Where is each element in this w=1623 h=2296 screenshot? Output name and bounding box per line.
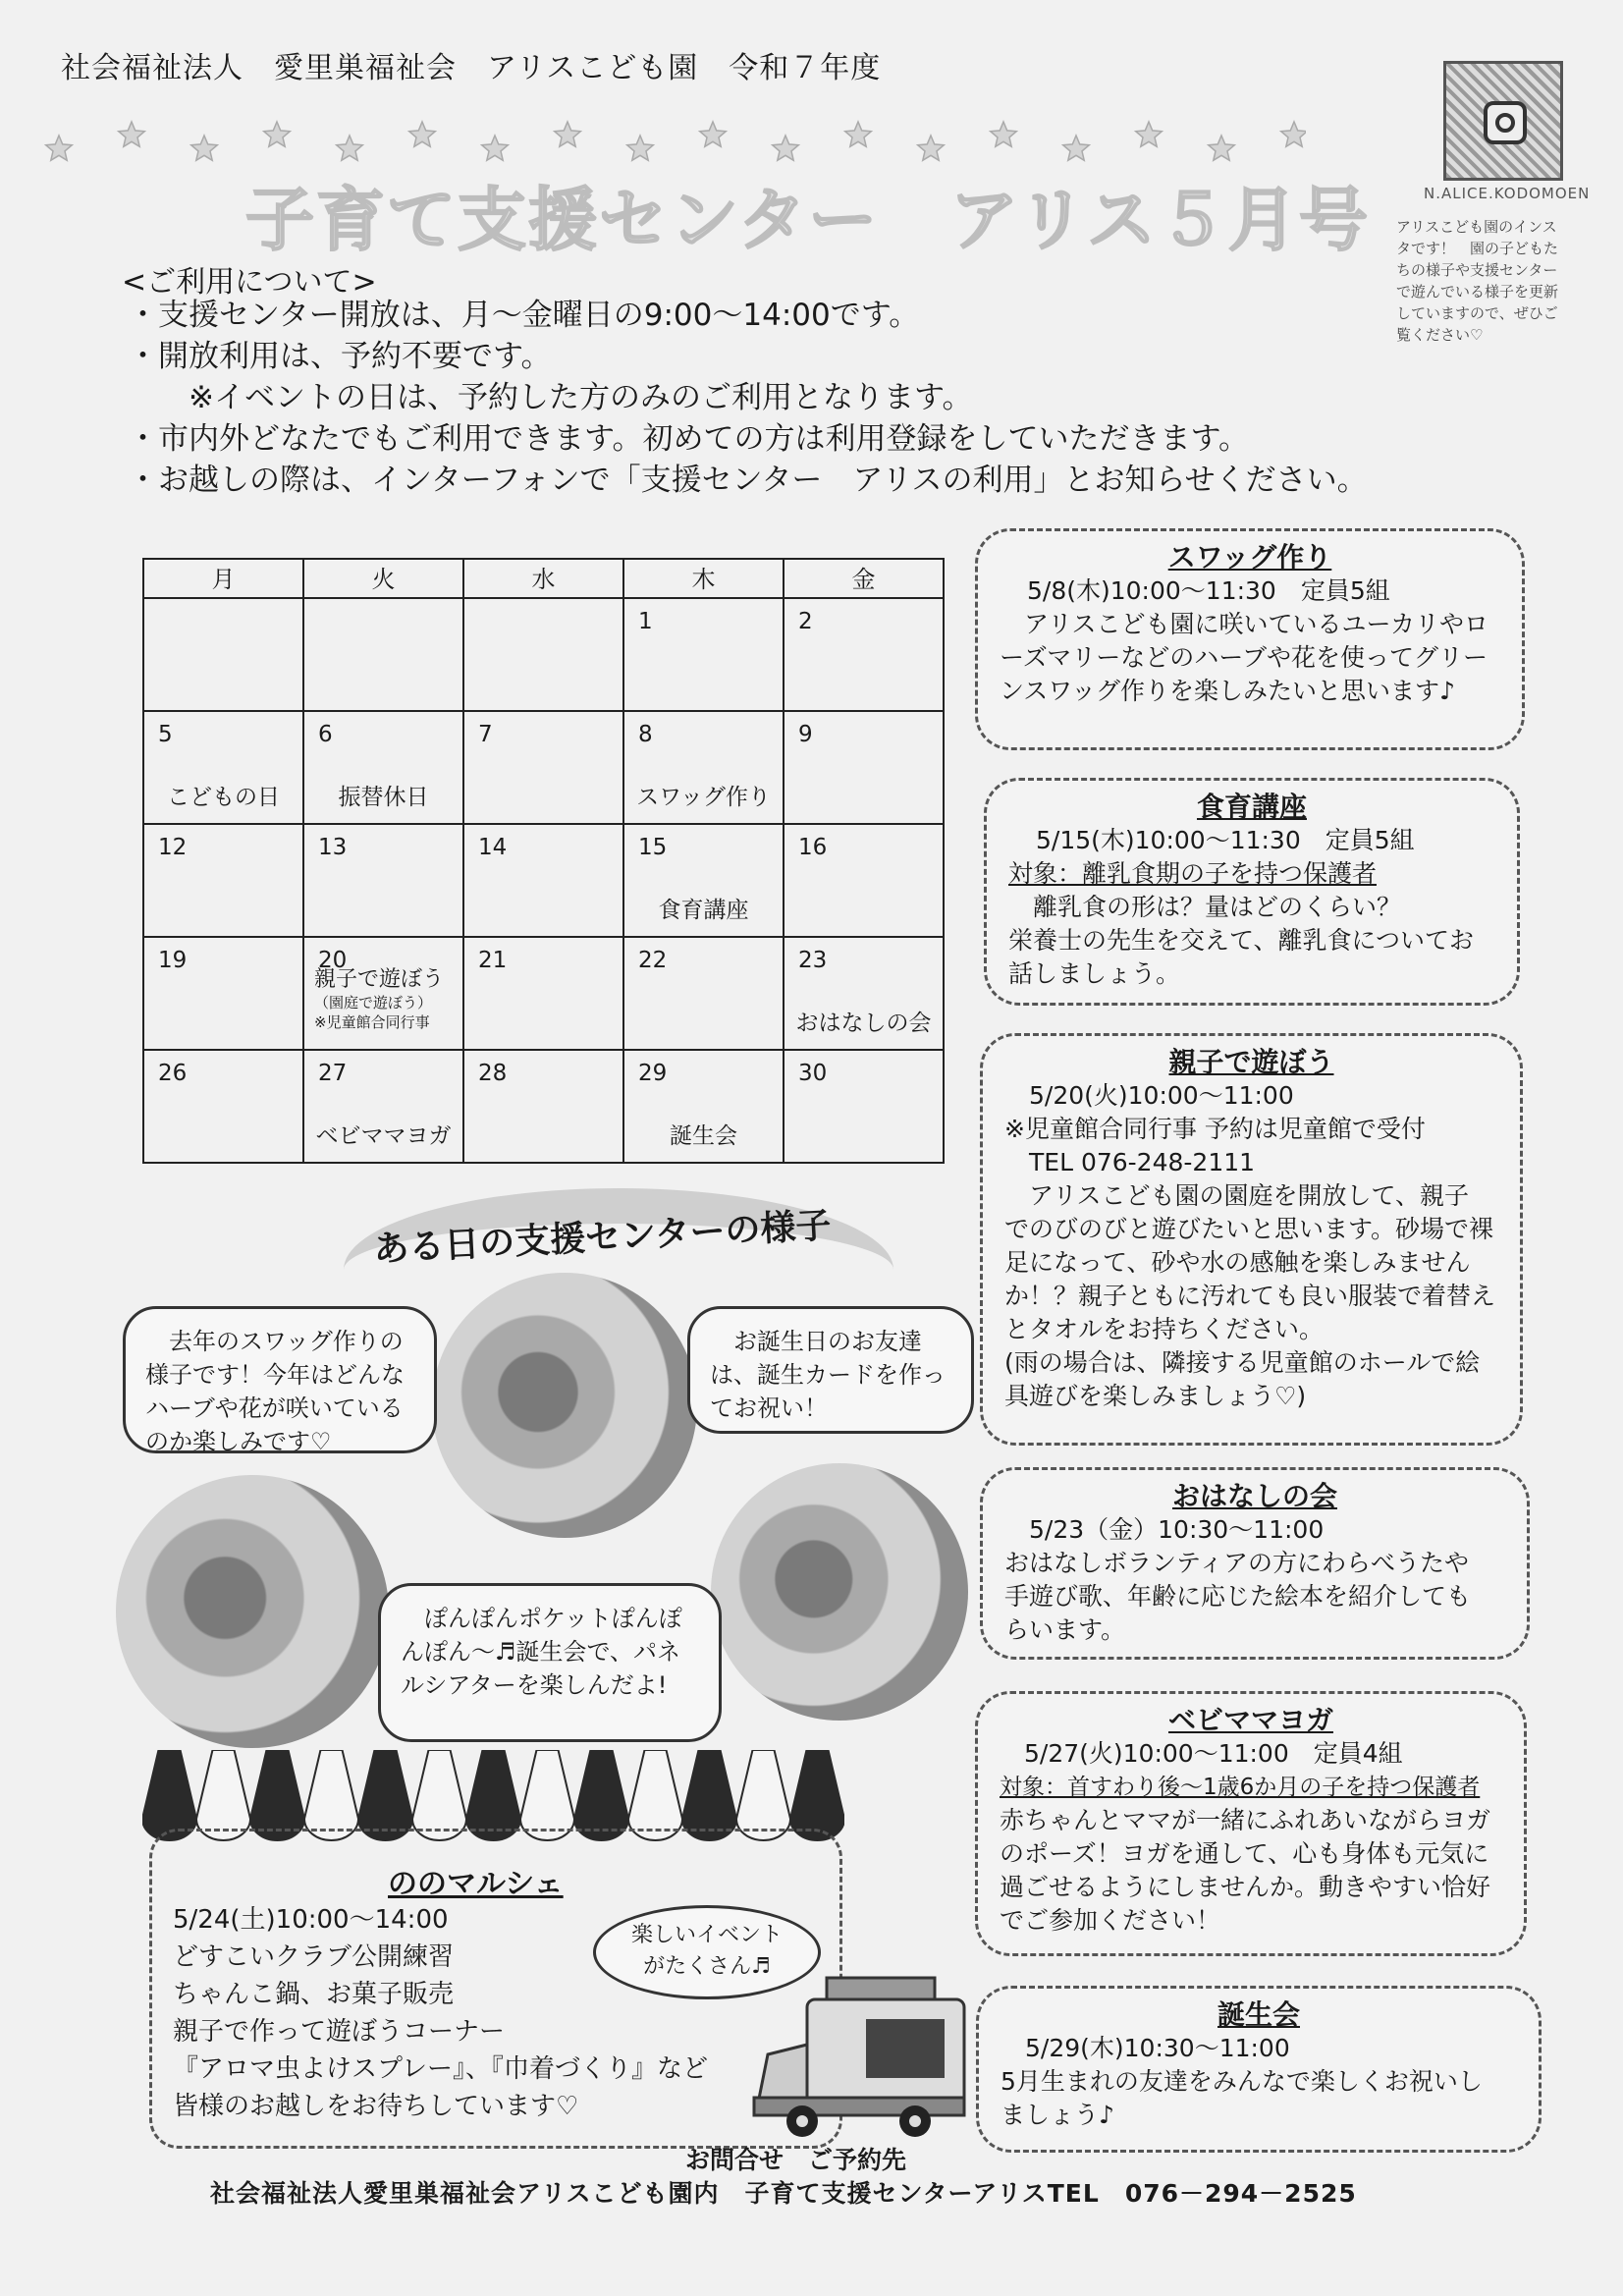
event-line: アリスこども園に咲いているユーカリやロ bbox=[1000, 610, 1489, 638]
star-icon bbox=[1209, 136, 1235, 160]
calendar-day bbox=[784, 711, 944, 824]
day-number: 5 bbox=[158, 722, 173, 747]
calendar-header-row bbox=[143, 559, 944, 598]
calendar-day bbox=[463, 937, 623, 1050]
day-number: 30 bbox=[798, 1061, 828, 1086]
calendar-day bbox=[303, 824, 463, 937]
marche-line: ちゃんこ鍋、お菓子販売 bbox=[173, 1980, 455, 2009]
marche-line: 親子で作って遊ぼうコーナー bbox=[173, 2017, 506, 2047]
calendar-day bbox=[463, 824, 623, 937]
day-event: おはなしの会 bbox=[795, 1011, 932, 1036]
event-line: 5月生まれの友達をみんなで楽しくお祝いし bbox=[1001, 2067, 1483, 2096]
weekday-header: 木 bbox=[623, 559, 784, 598]
usage-list bbox=[128, 295, 1368, 501]
qr-code-icon[interactable] bbox=[1443, 61, 1563, 181]
usage-item: ・開放利用は、予約不要です。 bbox=[128, 339, 552, 374]
event-line: 足になって、砂や水の感触を楽しみません bbox=[1004, 1248, 1471, 1277]
event-line: 話しましょう。 bbox=[1008, 959, 1181, 988]
event-line: 具遊びを楽しみましょう♡) bbox=[1004, 1382, 1307, 1410]
calendar-week bbox=[143, 1050, 944, 1163]
calendar-day bbox=[623, 937, 784, 1050]
weekday-header: 水 bbox=[463, 559, 623, 598]
event-line: でのびのびと遊びたいと思います。砂場で裸 bbox=[1004, 1215, 1494, 1243]
star-icon bbox=[1063, 136, 1090, 160]
star-icon bbox=[845, 122, 872, 146]
event-line: 手遊び歌、年齢に応じた絵本を紹介しても bbox=[1004, 1582, 1472, 1611]
awning-stripe bbox=[142, 1750, 196, 1840]
instagram-handle: N.ALICE.KODOMOEN bbox=[1424, 185, 1591, 202]
may-calendar bbox=[142, 558, 945, 1164]
photo-swag bbox=[116, 1475, 389, 1748]
day-number: 20 bbox=[318, 948, 348, 973]
calendar-day bbox=[784, 1050, 944, 1163]
event-line: アリスこども園の園庭を開放して、親子 bbox=[1004, 1181, 1470, 1210]
day-event: スワッグ作り bbox=[636, 785, 771, 810]
event-line: 5/8(木)10:00～11:30 定員5組 bbox=[1027, 576, 1390, 605]
calendar-day bbox=[623, 711, 784, 824]
contact-heading: お問合せ ご予約先 bbox=[685, 2146, 907, 2174]
awning-stripe bbox=[358, 1750, 412, 1840]
event-line: ンスワッグ作りを楽しみたいと思います♪ bbox=[1000, 677, 1455, 705]
day-number: 13 bbox=[318, 835, 348, 860]
event-line: ※児童館合同行事 予約は児童館で受付 bbox=[1004, 1115, 1426, 1143]
event-tanjoukai bbox=[976, 1986, 1542, 2153]
calendar-day bbox=[623, 598, 784, 711]
day-number: 14 bbox=[478, 835, 508, 860]
star-icon bbox=[191, 136, 218, 160]
event-line: 赤ちゃんとママが一緒にふれあいながらヨガ bbox=[1000, 1806, 1491, 1834]
org-header: 社会福祉法人 愛里巣福祉会 アリスこども園 令和７年度 bbox=[61, 51, 882, 85]
calendar-day bbox=[143, 937, 303, 1050]
event-line: 5/23（金）10:30～11:00 bbox=[1004, 1515, 1325, 1544]
day-event: こどもの日 bbox=[167, 785, 280, 810]
event-title: スワッグ作り bbox=[1167, 541, 1332, 574]
awning-stripe bbox=[790, 1750, 844, 1840]
event-line: TEL 076-248-2111 bbox=[1004, 1148, 1256, 1176]
awning-stripe bbox=[628, 1750, 682, 1840]
star-icon bbox=[264, 122, 291, 146]
day-event-sub: （園庭で遊ぼう） bbox=[314, 994, 433, 1011]
speech-bubble: お誕生日のお友達は、誕生カードを作ってお祝い！ bbox=[687, 1306, 974, 1434]
usage-item: ・支援センター開放は、月～金曜日の9:00～14:00です。 bbox=[128, 298, 920, 333]
day-number: 27 bbox=[318, 1061, 348, 1086]
calendar-day bbox=[143, 711, 303, 824]
day-event-main: 親子で遊ぼう bbox=[314, 967, 445, 992]
event-line: 5/20(火)10:00～11:00 bbox=[1004, 1081, 1294, 1110]
calendar-day bbox=[784, 824, 944, 937]
day-number: 21 bbox=[478, 948, 508, 973]
star-icon bbox=[555, 122, 581, 146]
day-number: 1 bbox=[638, 609, 653, 634]
event-line: 5/15(木)10:00～11:30 定員5組 bbox=[1036, 826, 1415, 854]
awning-stripe bbox=[520, 1750, 574, 1840]
weekday-header: 火 bbox=[303, 559, 463, 598]
day-number: 6 bbox=[318, 722, 333, 747]
awning-stripe bbox=[412, 1750, 466, 1840]
awning-stripe bbox=[736, 1750, 790, 1840]
calendar-day bbox=[784, 937, 944, 1050]
speech-bubble: ぽんぽんポケットぽんぽんぽん～♬誕生会で、パネルシアターを楽しんだよ! bbox=[378, 1583, 722, 1742]
instagram-note: アリスこども園のインスタです！ 園の子どもたちの様子や支援センターで遊んでいる様子を更新していますので、ぜひご覧ください♡ bbox=[1396, 218, 1559, 344]
calendar-day bbox=[143, 1050, 303, 1163]
event-title: おはなしの会 bbox=[1171, 1480, 1337, 1512]
day-number: 2 bbox=[798, 609, 813, 634]
event-line: 5/27(火)10:00～11:00 定員4組 bbox=[1000, 1739, 1403, 1768]
contact-info: 社会福祉法人愛里巣福祉会アリスこども園内 子育て支援センターアリスTEL 076－294－2525 bbox=[210, 2179, 1357, 2208]
event-line: 過ごせるようにしませんか。動きやすい恰好 bbox=[1000, 1873, 1491, 1901]
calendar-day bbox=[623, 1050, 784, 1163]
photo-panel-theater bbox=[711, 1463, 968, 1721]
calendar-week bbox=[143, 598, 944, 711]
day-event: 振替休日 bbox=[338, 785, 429, 810]
day-number: 15 bbox=[638, 835, 668, 860]
event-title: 誕生会 bbox=[1217, 1998, 1300, 2031]
calendar-day bbox=[463, 598, 623, 711]
day-event-sub: ※児童館合同行事 bbox=[314, 1013, 430, 1031]
calendar-day bbox=[463, 1050, 623, 1163]
day-number: 12 bbox=[158, 835, 188, 860]
calendar-week bbox=[143, 711, 944, 824]
photo-birthday bbox=[432, 1273, 697, 1538]
calendar-day bbox=[303, 598, 463, 711]
calendar-day bbox=[303, 1050, 463, 1163]
day-number: 28 bbox=[478, 1061, 508, 1086]
event-line: でご参加ください！ bbox=[1000, 1906, 1221, 1935]
day-number: 7 bbox=[478, 722, 493, 747]
food-truck-icon bbox=[748, 1976, 974, 2141]
day-event: ベビママヨガ bbox=[315, 1123, 452, 1149]
event-line: 対象：離乳食期の子を持つ保護者 bbox=[1008, 859, 1378, 888]
awning-stripe bbox=[196, 1750, 250, 1840]
star-icon bbox=[337, 136, 363, 160]
calendar-week bbox=[143, 824, 944, 937]
marche-line: 5/24(土)10:00～14:00 bbox=[173, 1905, 449, 1935]
marche-line: 『アロマ虫よけスプレー』、『巾着づくり』など bbox=[173, 2054, 708, 2084]
star-icon bbox=[409, 122, 436, 146]
event-line: らいます。 bbox=[1004, 1615, 1126, 1644]
calendar-day bbox=[303, 937, 463, 1050]
event-line: か！？親子ともに汚れても良い服装で着替え bbox=[1004, 1282, 1496, 1310]
calendar-day bbox=[463, 711, 623, 824]
star-icon bbox=[627, 136, 654, 160]
event-line: 5/29(木)10:30～11:00 bbox=[1001, 2034, 1290, 2062]
event-line: とタオルをお持ちください。 bbox=[1004, 1315, 1325, 1343]
star-icon bbox=[773, 136, 799, 160]
calendar-day bbox=[623, 824, 784, 937]
event-shokuiku bbox=[984, 778, 1520, 1006]
event-title: ベビママヨガ bbox=[1167, 1704, 1333, 1736]
marche-line: どすこいクラブ公開練習 bbox=[173, 1942, 455, 1972]
event-line: 対象：首すわり後～1歳6か月の子を持つ保護者 bbox=[1000, 1775, 1481, 1800]
day-number: 19 bbox=[158, 948, 188, 973]
event-line: のポーズ！ヨガを通して、心も身体も元気に bbox=[1000, 1839, 1489, 1868]
speech-bubble: 楽しいイベントがたくさん♬ bbox=[593, 1905, 821, 1999]
day-number: 29 bbox=[638, 1061, 668, 1086]
calendar-week bbox=[143, 937, 944, 1050]
event-line: おはなしボランティアの方にわらべうたや bbox=[1004, 1549, 1470, 1577]
star-icon bbox=[482, 136, 509, 160]
event-ohanashi bbox=[980, 1467, 1530, 1660]
usage-heading: <ご利用について> bbox=[122, 265, 377, 300]
photo-section-title: ある日の支援センターの様子 bbox=[372, 1205, 833, 1271]
event-swag bbox=[975, 528, 1525, 750]
day-event: 誕生会 bbox=[670, 1123, 737, 1149]
day-number: 23 bbox=[798, 948, 828, 973]
speech-bubble: 去年のスワッグ作りの様子です！今年はどんなハーブや花が咲いているのか楽しみです♡ bbox=[123, 1306, 437, 1453]
awning-stripe bbox=[250, 1750, 304, 1840]
event-yoga bbox=[975, 1691, 1527, 1956]
calendar-day bbox=[784, 598, 944, 711]
star-icon bbox=[991, 122, 1017, 146]
usage-item: ・お越しの際は、インターフォンで「支援センター アリスの利用」とお知らせください。 bbox=[128, 463, 1368, 498]
star-icon bbox=[1281, 122, 1306, 146]
day-number: 26 bbox=[158, 1061, 188, 1086]
weekday-header: 月 bbox=[143, 559, 303, 598]
event-line: ーズマリーなどのハーブや花を使ってグリー bbox=[1000, 643, 1488, 672]
event-line: ましょう♪ bbox=[1001, 2101, 1114, 2129]
weekday-header: 金 bbox=[784, 559, 944, 598]
awning-stripe bbox=[304, 1750, 358, 1840]
star-icon bbox=[1136, 122, 1163, 146]
star-icon bbox=[918, 136, 945, 160]
event-line: 離乳食の形は？量はどのくらい？ bbox=[1008, 893, 1402, 921]
newsletter-title: 子育て支援センター アリス５月号 bbox=[245, 180, 1370, 260]
day-number: 8 bbox=[638, 722, 653, 747]
usage-item: ・市内外どなたでもご利用できます。初めての方は利用登録をしていただきます。 bbox=[128, 421, 1250, 457]
day-number: 22 bbox=[638, 948, 668, 973]
star-icon bbox=[46, 136, 73, 160]
usage-item: ※イベントの日は、予約した方のみのご利用となります。 bbox=[128, 380, 973, 415]
instagram-icon bbox=[1484, 101, 1527, 144]
event-title: 食育講座 bbox=[1196, 791, 1307, 823]
awning-stripe bbox=[682, 1750, 736, 1840]
marche-line: 皆様のお越しをお待ちしています♡ bbox=[173, 2092, 579, 2121]
day-event bbox=[314, 967, 444, 1032]
star-icon bbox=[119, 122, 145, 146]
event-line: 栄養士の先生を交えて、離乳食についてお bbox=[1008, 926, 1475, 955]
calendar-day bbox=[143, 598, 303, 711]
event-oyako bbox=[980, 1033, 1523, 1446]
event-title: 親子で遊ぼう bbox=[1168, 1046, 1334, 1078]
star-icon bbox=[700, 122, 727, 146]
day-number: 16 bbox=[798, 835, 828, 860]
awning-stripe bbox=[574, 1750, 628, 1840]
marche-title: ののマルシェ bbox=[388, 1867, 564, 1901]
calendar-day bbox=[143, 824, 303, 937]
awning-stripe bbox=[466, 1750, 520, 1840]
day-event: 食育講座 bbox=[658, 898, 749, 923]
day-number: 9 bbox=[798, 722, 813, 747]
calendar-day bbox=[303, 711, 463, 824]
event-line: (雨の場合は、隣接する児童館のホールで絵 bbox=[1004, 1348, 1481, 1377]
